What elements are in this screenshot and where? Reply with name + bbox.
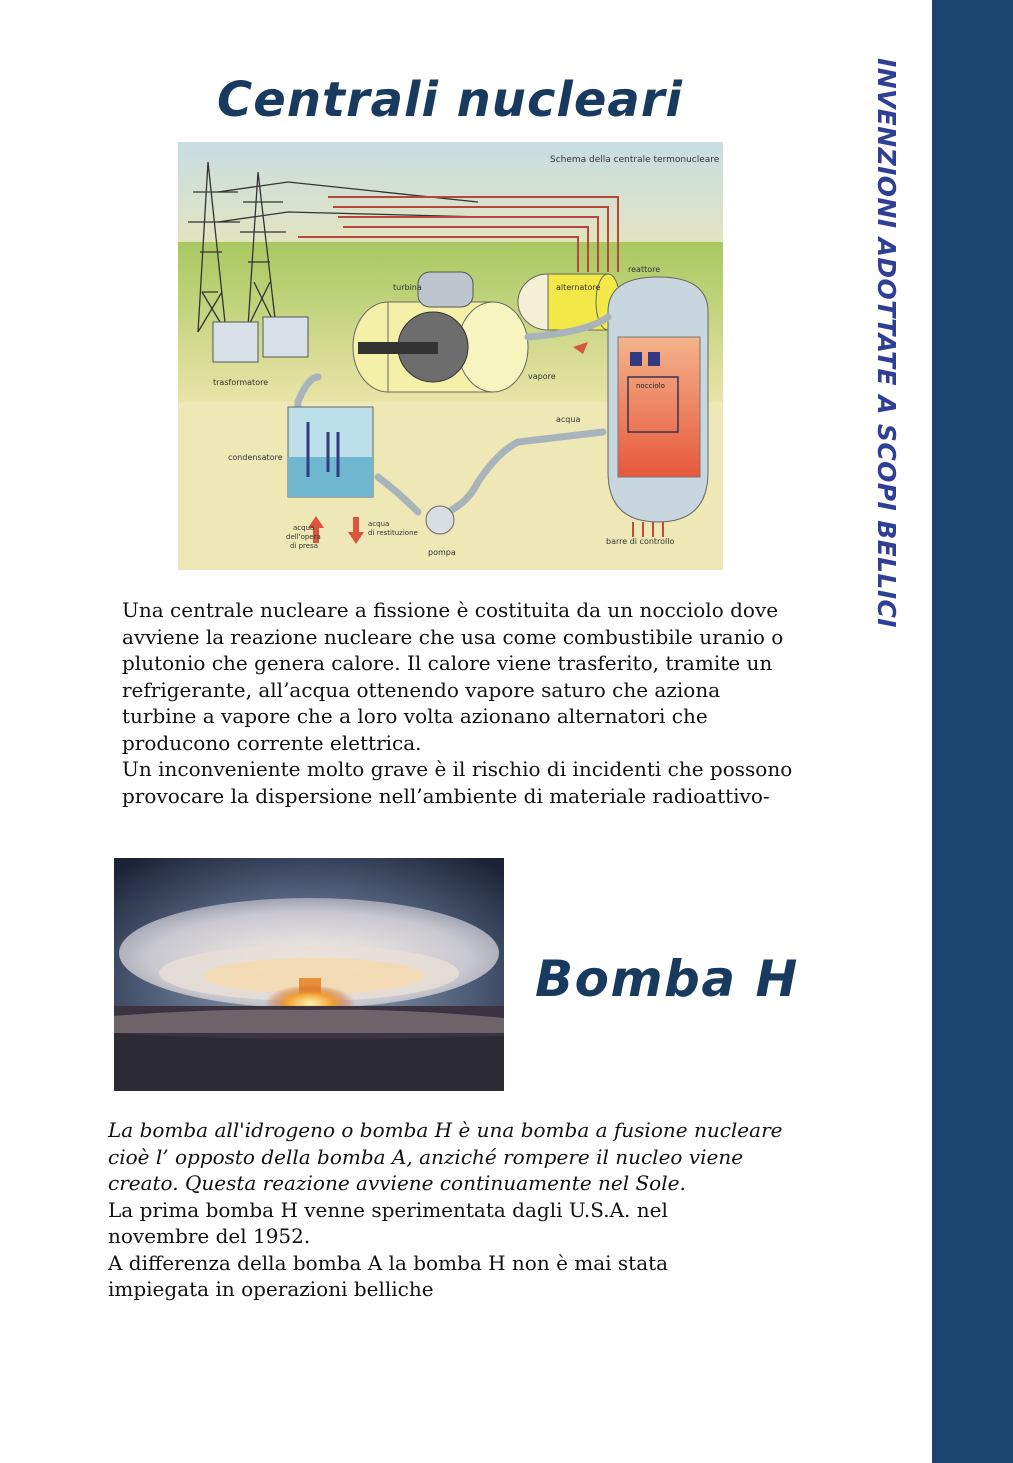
pump-icon — [426, 506, 454, 534]
svg-text:acqua: acqua — [368, 520, 390, 528]
svg-text:alternatore: alternatore — [556, 283, 601, 292]
svg-text:dell'opera: dell'opera — [286, 533, 321, 541]
svg-text:di presa: di presa — [290, 542, 319, 550]
svg-text:condensatore: condensatore — [228, 453, 283, 462]
reactor-icon — [608, 277, 708, 537]
svg-text:di restituzione: di restituzione — [368, 529, 418, 537]
svg-text:vapore: vapore — [528, 372, 556, 381]
paragraph-bomba: La bomba all'idrogeno o bomba H è una bomba a fusione nucleare cioè l’ opposto della bomba A, anziché rompere il nucleo viene creato. Questa reazione avviene continuamente nel Sole. La prima bomba H venne sperimentata dagli U.S.A. nel novembre del 1952. A differenza della bomba A la bomba H non è mai stata impiegata in operazioni belliche — [108, 1118, 783, 1301]
diagram-caption: Schema della centrale termonucleare — [550, 155, 720, 165]
mushroom-cloud-photo — [114, 858, 504, 1091]
svg-text:acqua: acqua — [556, 415, 581, 424]
svg-text:acqua: acqua — [293, 524, 315, 532]
section-title-bomba: Bomba H — [535, 950, 799, 1008]
section-title-centrali: Centrali nucleari — [217, 72, 683, 128]
svg-text:trasformatore: trasformatore — [213, 378, 269, 387]
svg-text:pompa: pompa — [428, 548, 456, 557]
svg-text:barre di controllo: barre di controllo — [606, 537, 675, 546]
paragraph-centrali: Una centrale nucleare a fissione è costituita da un nocciolo dove avviene la reazione nucleare che usa come combustibile uranio o plutonio che genera calore. Il calore viene trasferito, tramite un refrigerante, all’acqua ottenendo vapore saturo che aziona turbine a vapore che a loro volta azionano alternatori che producono corrente elettrica. Un inconveniente molto grave è il rischio di incidenti che possono provocare la dispersione nell’ambiente di materiale radioattivo- — [122, 598, 793, 808]
condenser-icon — [288, 407, 373, 497]
side-bar — [932, 0, 1013, 1463]
side-title: INVENZIONI ADOTTATE A SCOPI BELLICI — [872, 58, 901, 628]
nuclear-plant-diagram — [178, 142, 723, 570]
svg-text:turbina: turbina — [393, 283, 422, 292]
svg-text:nocciolo: nocciolo — [636, 382, 665, 390]
svg-text:reattore: reattore — [628, 265, 661, 274]
